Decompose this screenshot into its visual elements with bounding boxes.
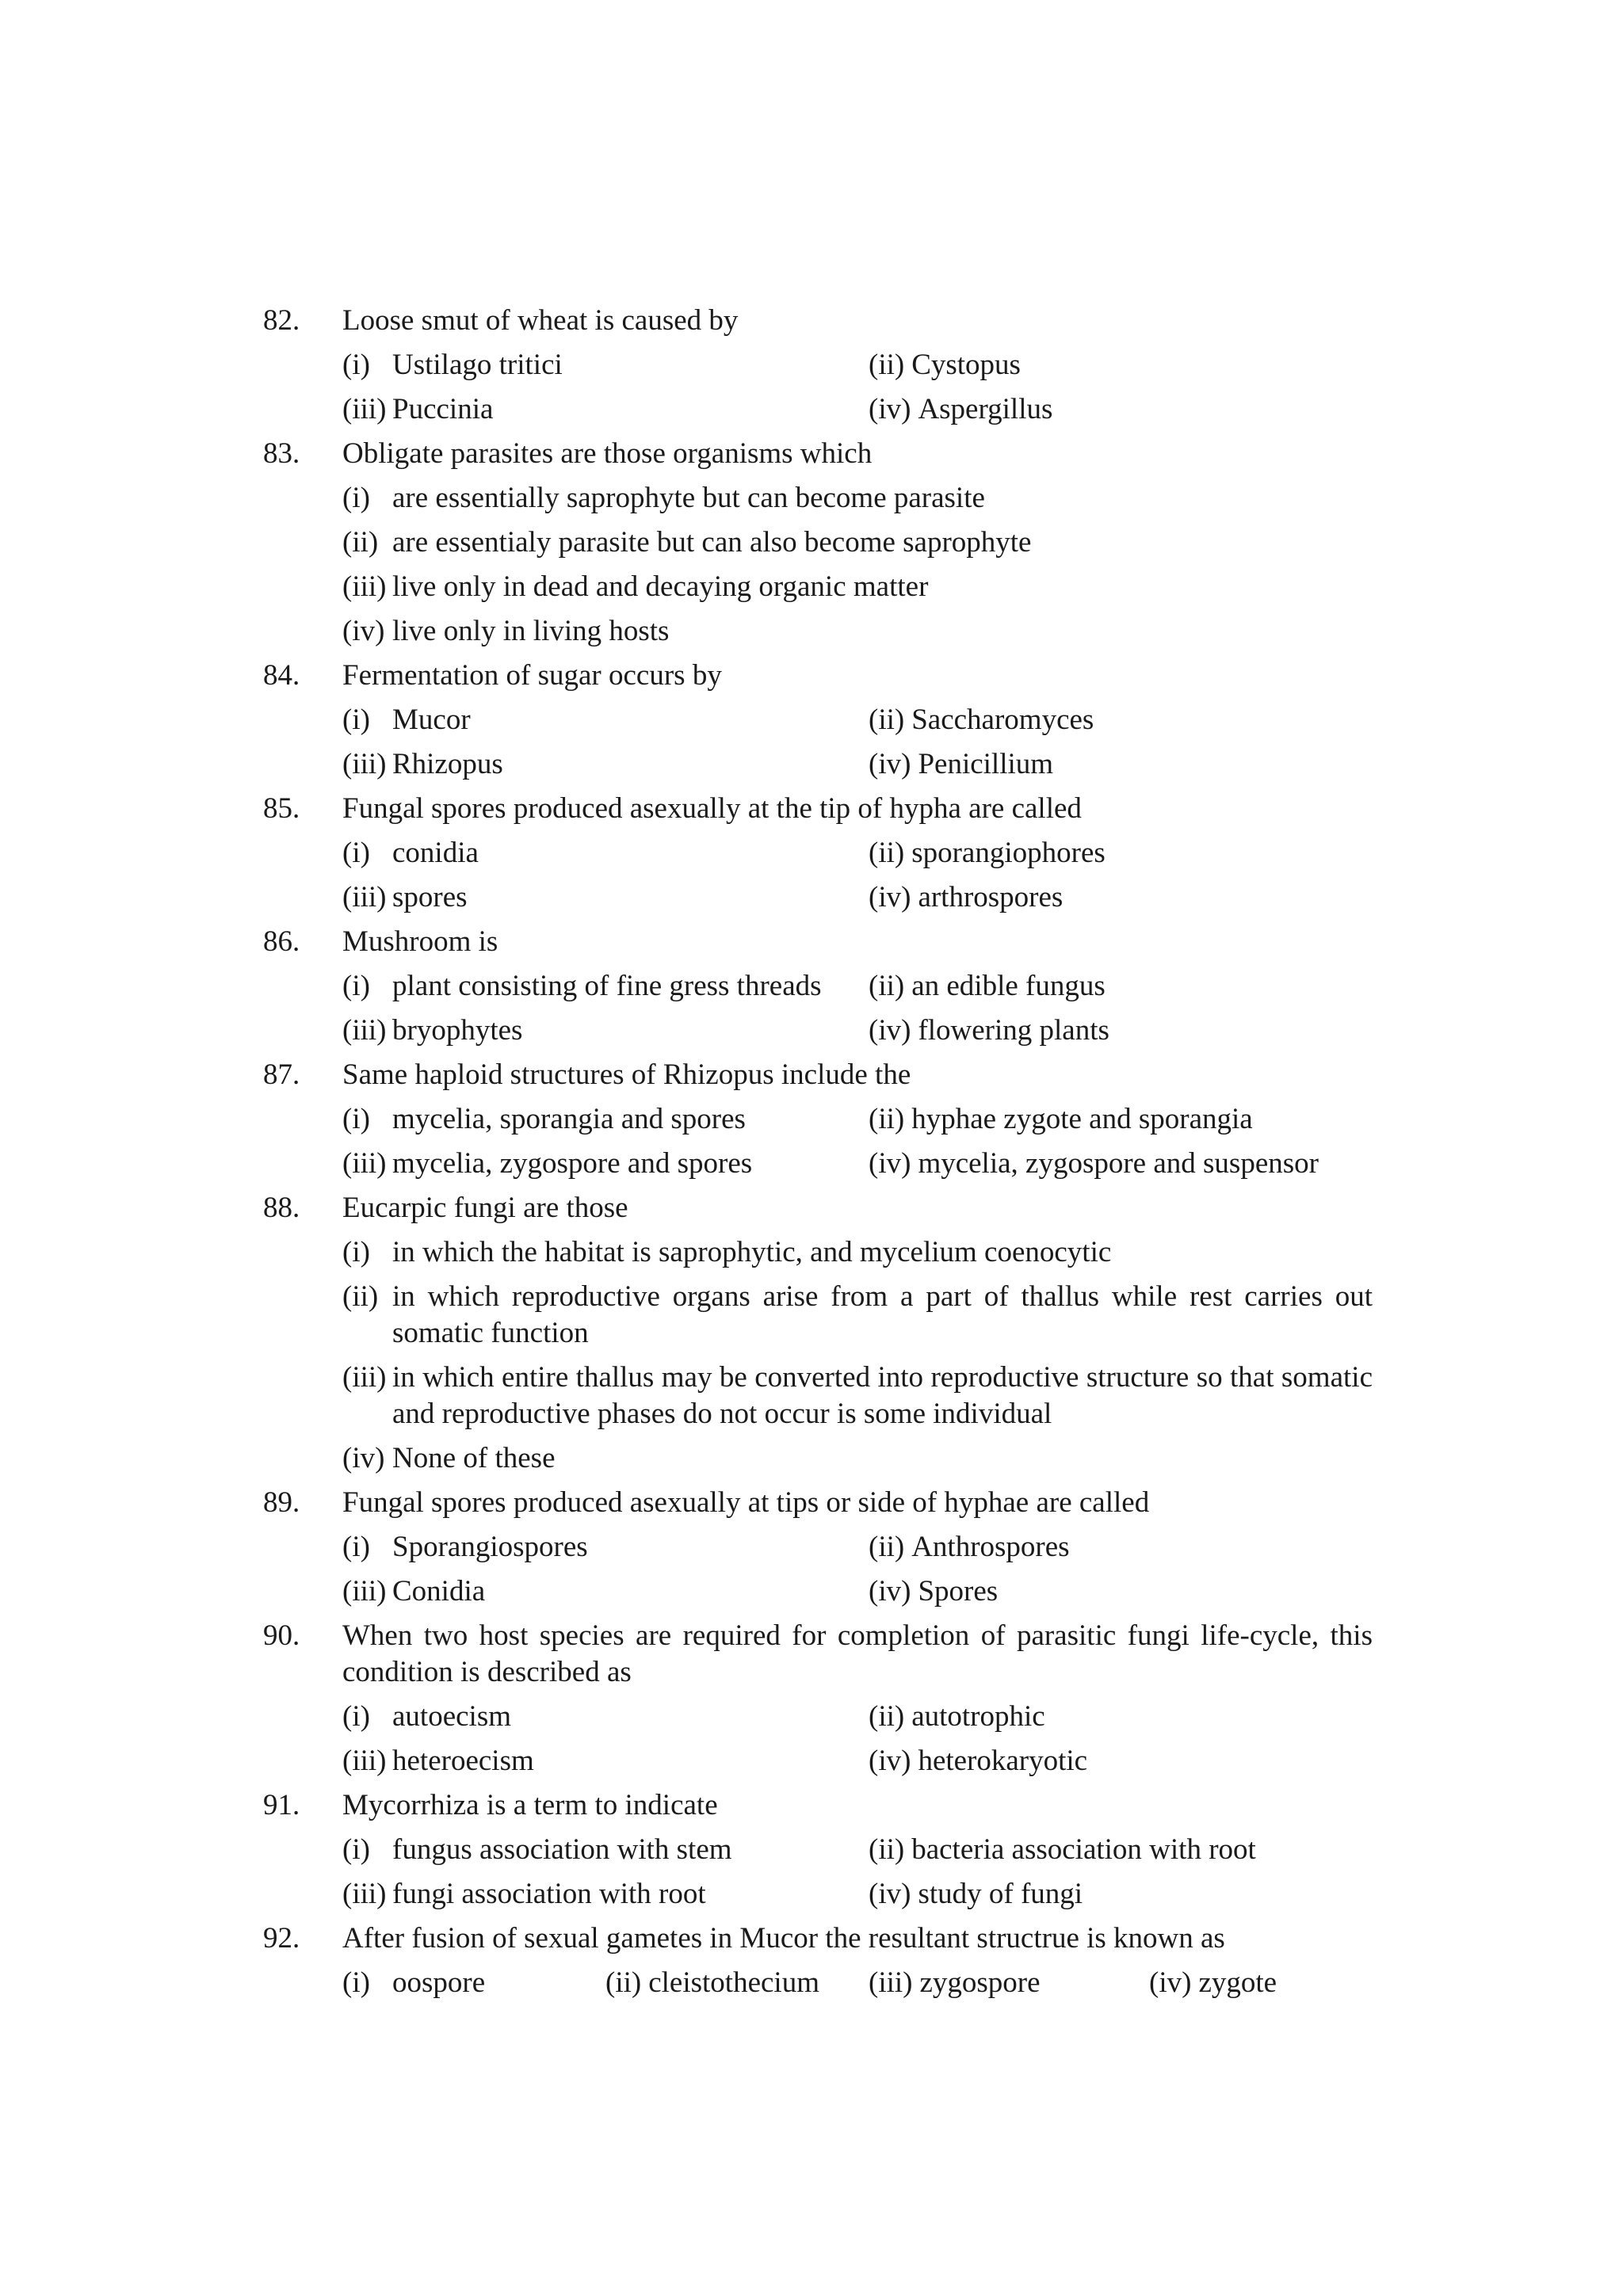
question-number: 85. [263,792,300,825]
option-label: (iii) [342,1014,387,1047]
answer-option [342,1279,1373,1352]
answer-option [342,347,869,383]
option-text: mycelia, zygospore and spores [392,1147,753,1180]
answer-option [342,968,869,1005]
option-text: Puccinia [392,393,494,425]
question-item [263,924,1373,1057]
question-number: 87. [263,1058,300,1091]
question-text: Fermentation of sugar occurs by [342,659,722,692]
answer-option [605,1965,869,2001]
option-label: (ii) [605,1966,642,1999]
option-text: mycelia, sporangia and spores [392,1103,746,1135]
option-text: mycelia, zygospore and suspensor [918,1147,1319,1180]
option-text: Cystopus [911,349,1021,381]
question-text: When two host species are required for completion of parasitic fungi life-cycle, this condition is described as [342,1619,1373,1688]
option-text: flowering plants [918,1014,1109,1047]
option-text: an edible fungus [911,970,1106,1002]
option-label: (iv) [869,881,911,913]
answer-option [869,1573,1373,1610]
option-text: Anthrospores [911,1531,1070,1563]
option-label: (ii) [869,1103,905,1135]
option-label: (iii) [869,1966,913,1999]
question-number: 88. [263,1192,300,1224]
answer-option [342,1876,869,1913]
option-text: in which reproductive organs arise from a part of thallus while rest carries out somatic function [392,1280,1373,1349]
option-label: (ii) [869,349,905,381]
answer-option [342,1101,869,1138]
option-label: (ii) [342,1280,379,1313]
option-label: (iv) [1149,1966,1192,1999]
question-number: 92. [263,1922,300,1955]
answer-option [342,1529,869,1566]
answer-options [342,1965,1373,2009]
question-item [263,1485,1373,1618]
question-text: Mycorrhiza is a term to indicate [342,1789,718,1821]
answer-options [342,1234,1373,1485]
answer-options [342,1529,1373,1618]
option-label: (i) [342,349,370,381]
question-item [263,658,1373,791]
option-text: Conidia [392,1575,486,1608]
question-list [263,303,1373,2009]
option-text: heteroecism [392,1745,534,1777]
option-text: live only in dead and decaying organic matter [392,570,929,603]
question-item [263,1618,1373,1787]
option-label: (iv) [342,1442,385,1474]
option-label: (iv) [869,1014,911,1047]
question-number: 83. [263,437,300,470]
option-text: study of fungi [918,1878,1083,1910]
option-label: (i) [342,837,370,869]
option-label: (i) [342,1103,370,1135]
question-number: 86. [263,925,300,958]
answer-option [869,746,1373,783]
option-label: (ii) [342,526,379,559]
option-text: Rhizopus [392,748,503,780]
answer-option [342,1234,1373,1271]
answer-options [342,1699,1373,1787]
option-text: live only in living hosts [392,615,670,647]
option-label: (i) [342,1531,370,1563]
option-text: autotrophic [911,1700,1045,1733]
option-text: spores [392,881,468,913]
question-item [263,436,1373,658]
answer-option [869,1101,1373,1138]
question-text: Mushroom is [342,925,498,958]
question-item [263,1057,1373,1190]
option-text: bacteria association with root [911,1833,1256,1866]
answer-option [869,1832,1373,1868]
answer-option [342,879,869,916]
option-text: conidia [392,837,479,869]
answer-option [869,1876,1373,1913]
option-label: (i) [342,482,370,514]
answer-option [342,1360,1373,1432]
answer-option [869,1699,1373,1735]
option-text: in which entire thallus may be converted into reproductive structure so that somatic and reproductive phases do not occur is some individual [392,1361,1373,1430]
option-label: (iii) [342,1575,387,1608]
option-text: in which the habitat is saprophytic, and mycelium coenocytic [392,1236,1112,1268]
answer-options [342,702,1373,791]
answer-option [869,702,1373,738]
answer-option [869,879,1373,916]
answer-option [869,1529,1373,1566]
option-text: Aspergillus [918,393,1053,425]
option-label: (ii) [869,1700,905,1733]
option-label: (iv) [869,1147,911,1180]
answer-option [342,569,1373,605]
answer-option [342,613,1373,650]
answer-option [869,391,1373,428]
answer-option [869,1013,1373,1049]
answer-option [342,1013,869,1049]
option-label: (i) [342,704,370,736]
option-label: (i) [342,1833,370,1866]
option-text: zygote [1198,1966,1277,1999]
question-text: Fungal spores produced asexually at tips or side of hyphae are called [342,1486,1150,1519]
answer-option [342,391,869,428]
answer-option [1149,1965,1373,2001]
answer-options [342,347,1373,436]
answer-option [342,746,869,783]
option-label: (iii) [342,1745,387,1777]
option-text: sporangiophores [911,837,1106,869]
option-text: Penicillium [918,748,1054,780]
question-item [263,791,1373,924]
answer-option [869,835,1373,871]
option-text: Sporangiospores [392,1531,588,1563]
option-text: Ustilago tritici [392,349,563,381]
answer-option [342,702,869,738]
option-label: (ii) [869,837,905,869]
option-label: (i) [342,1236,370,1268]
option-label: (iii) [342,881,387,913]
question-number: 84. [263,659,300,692]
question-item [263,1920,1373,2009]
option-text: None of these [392,1442,556,1474]
option-label: (i) [342,970,370,1002]
answer-option [342,1573,869,1610]
option-label: (ii) [869,1531,905,1563]
answer-option [869,347,1373,383]
answer-option [342,480,1373,517]
option-text: fungi association with root [392,1878,706,1910]
question-item [263,1190,1373,1485]
answer-options [342,835,1373,924]
option-label: (i) [342,1700,370,1733]
answer-options [342,1832,1373,1920]
answer-option [342,1832,869,1868]
question-text: Fungal spores produced asexually at the tip of hypha are called [342,792,1082,825]
option-text: Saccharomyces [911,704,1094,736]
question-text: After fusion of sexual gametes in Mucor the resultant structrue is known as [342,1922,1225,1955]
option-label: (iii) [342,1361,387,1394]
option-label: (iii) [342,748,387,780]
question-text: Loose smut of wheat is caused by [342,304,739,337]
answer-option [869,1146,1373,1182]
option-label: (ii) [869,1833,905,1866]
option-text: fungus association with stem [392,1833,732,1866]
answer-options [342,968,1373,1057]
option-label: (i) [342,1966,370,1999]
option-label: (ii) [869,704,905,736]
question-item [263,303,1373,436]
answer-option [342,1146,869,1182]
option-text: autoecism [392,1700,512,1733]
question-text: Eucarpic fungi are those [342,1192,628,1224]
question-number: 89. [263,1486,300,1519]
answer-option [342,1965,605,2001]
answer-options [342,480,1373,658]
question-number: 82. [263,304,300,337]
question-text: Obligate parasites are those organisms which [342,437,873,470]
option-label: (iv) [869,748,911,780]
option-text: are essentialy parasite but can also become saprophyte [392,526,1032,559]
answer-options [342,1101,1373,1190]
answer-option [342,524,1373,561]
option-label: (iv) [342,615,385,647]
answer-option [869,968,1373,1005]
answer-option [342,1743,869,1779]
option-label: (iii) [342,1147,387,1180]
option-label: (iv) [869,1575,911,1608]
answer-option [342,1440,1373,1477]
option-text: Spores [918,1575,999,1608]
option-text: plant consisting of fine gress threads [392,970,822,1002]
option-text: zygospore [919,1966,1041,1999]
answer-option [869,1743,1373,1779]
option-label: (iii) [342,570,387,603]
option-label: (iii) [342,1878,387,1910]
question-number: 91. [263,1789,300,1821]
answer-option [342,1699,869,1735]
question-item [263,1787,1373,1920]
option-text: bryophytes [392,1014,523,1047]
option-text: are essentially saprophyte but can become parasite [392,482,985,514]
option-text: oospore [392,1966,486,1999]
option-text: hyphae zygote and sporangia [911,1103,1253,1135]
option-label: (iv) [869,393,911,425]
option-text: arthrospores [918,881,1064,913]
option-label: (iv) [869,1745,911,1777]
option-text: Mucor [392,704,471,736]
option-label: (ii) [869,970,905,1002]
option-text: heterokaryotic [918,1745,1088,1777]
option-label: (iii) [342,393,387,425]
question-number: 90. [263,1619,300,1652]
option-label: (iv) [869,1878,911,1910]
answer-option [869,1965,1149,2001]
question-text: Same haploid structures of Rhizopus include the [342,1058,911,1091]
option-text: cleistothecium [648,1966,819,1999]
answer-option [342,835,869,871]
